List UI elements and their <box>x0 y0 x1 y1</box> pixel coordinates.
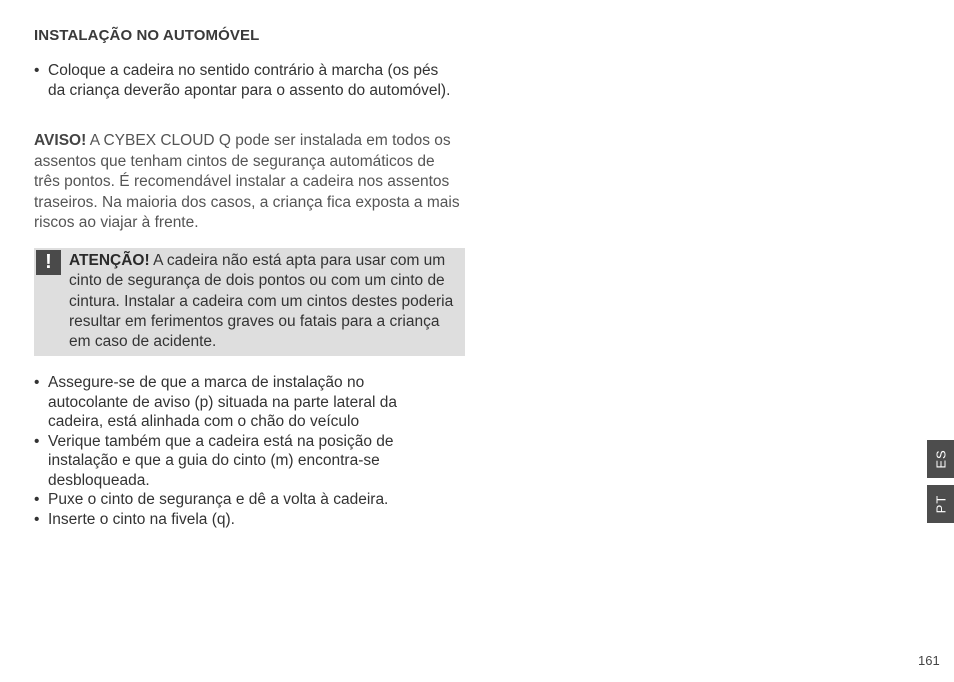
list-item <box>34 432 444 491</box>
language-tab-label: PT <box>933 494 948 514</box>
atencao-text: A cadeira não está apta para usar com um cinto de segurança de dois pontos ou com um cinto de cintura. Instalar a cadeira com um cintos destes poderia resultar em ferimentos graves ou fatais para a criança em caso de acidente. <box>69 252 454 351</box>
list-item-text: Coloque a cadeira no sentido contrário à marcha (os pés da criança deverão apontar para o assento do automóvel). <box>48 62 451 99</box>
language-tab-pt[interactable] <box>927 485 954 523</box>
warning-text <box>69 251 459 352</box>
list-item <box>34 510 444 530</box>
language-tab-es[interactable] <box>927 440 954 478</box>
bullet-list-placement <box>34 61 454 100</box>
warning-box <box>34 248 465 356</box>
exclamation-icon: ! <box>36 250 61 275</box>
language-tab-label: ES <box>933 449 948 469</box>
list-item-text: Assegure-se de que a marca de instalação no autocolante de aviso (p) situada na parte lateral da cadeira, está alinhada com o chão do veículo <box>48 374 397 430</box>
aviso-label: AVISO! <box>34 132 87 149</box>
list-item <box>34 490 444 510</box>
atencao-label: ATENÇÃO! <box>69 252 150 269</box>
bullet-icon: • <box>34 62 40 79</box>
list-item-text: Inserte o cinto na fivela (q). <box>48 510 235 528</box>
aviso-text: A CYBEX CLOUD Q pode ser instalada em todos os assentos que tenham cintos de segurança automáticos de três pontos. É recomendável instalar a cadeira nos assentos traseiros. Na maioria dos casos, a criança fica exposta a mais riscos ao viajar à frente. <box>34 132 460 231</box>
bullet-icon: • <box>34 510 40 528</box>
bullet-icon: • <box>34 374 40 391</box>
list-item-text: Puxe o cinto de segurança e dê a volta à cadeira. <box>48 491 389 508</box>
aviso-paragraph <box>34 131 464 234</box>
page-number: 161 <box>918 653 940 668</box>
list-item <box>34 373 444 432</box>
section-heading: INSTALAÇÃO NO AUTOMÓVEL <box>34 27 260 44</box>
bullet-icon: • <box>34 491 40 508</box>
bullet-icon: • <box>34 432 40 450</box>
list-item-text: Verique também que a cadeira está na posição de instalação e que a guia do cinto (m) encontra-se desbloqueada. <box>48 432 394 489</box>
list-item <box>34 61 454 100</box>
bullet-list-steps <box>34 373 444 529</box>
